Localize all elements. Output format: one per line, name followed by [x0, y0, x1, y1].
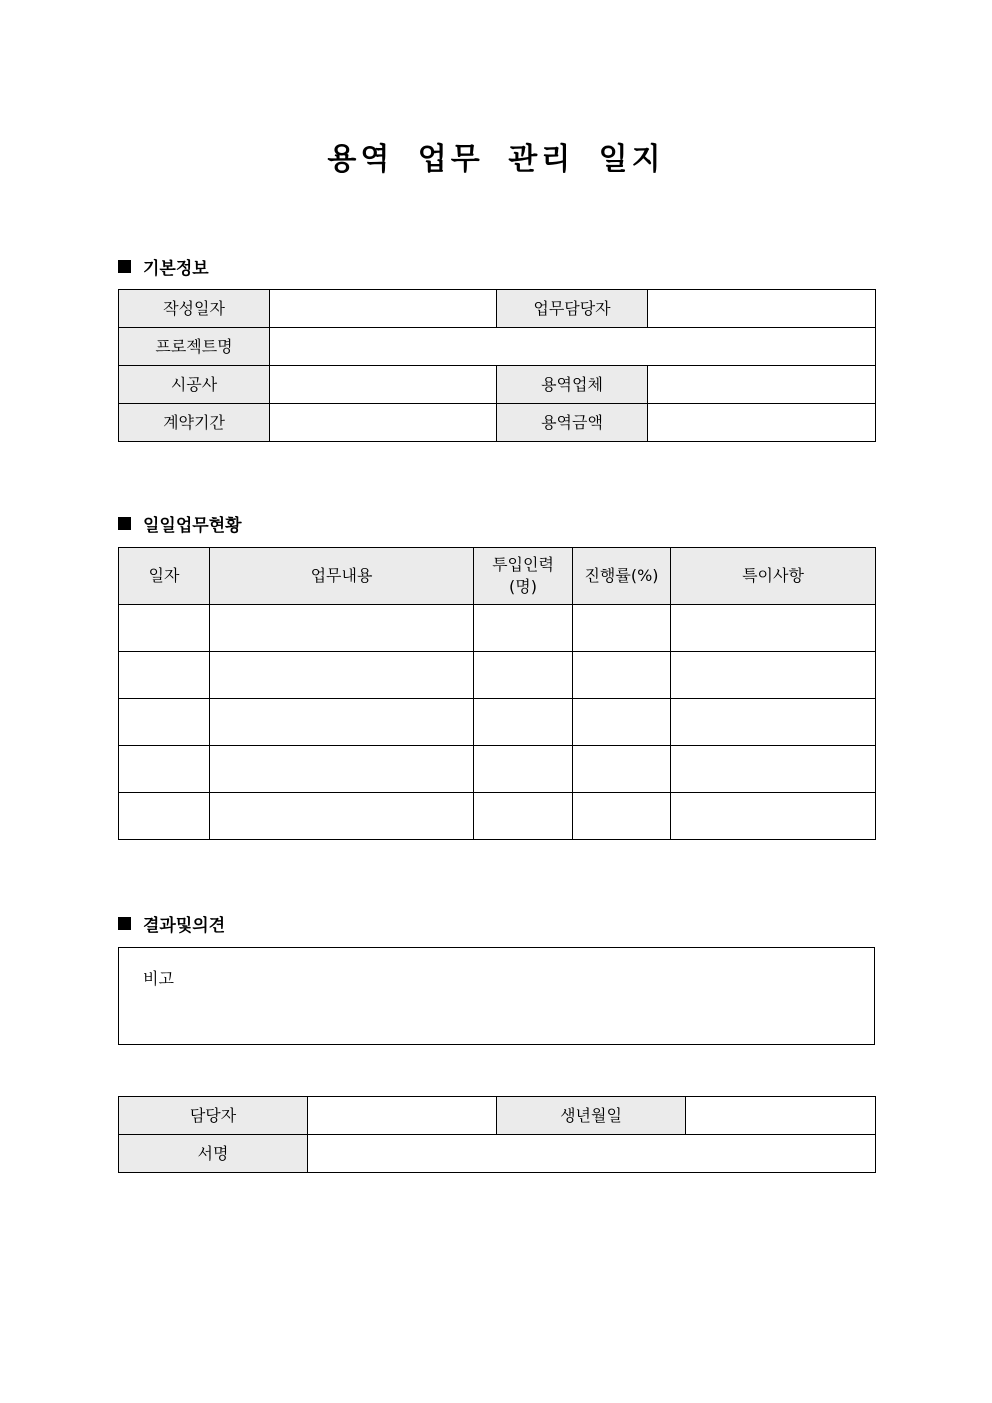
person-field[interactable] [308, 1097, 497, 1135]
section-basic-info [118, 254, 209, 279]
table-row [119, 605, 876, 652]
section-results [118, 911, 225, 936]
header-work-content: 업무내용 [210, 548, 474, 605]
header-remarks: 특이사항 [671, 548, 876, 605]
basic-info-table [118, 289, 876, 442]
manager-field[interactable] [648, 290, 876, 328]
row-date-cell[interactable] [119, 652, 210, 699]
project-field[interactable] [270, 328, 876, 366]
section-daily-status-label: 일일업무현황 [143, 516, 242, 536]
amount-label: 용역금액 [497, 404, 648, 442]
row-manpower-cell[interactable] [474, 605, 573, 652]
row-manpower-cell[interactable] [474, 746, 573, 793]
birth-label: 생년월일 [497, 1097, 686, 1135]
contractor-field[interactable] [648, 366, 876, 404]
row-manpower-cell[interactable] [474, 652, 573, 699]
row-work-cell[interactable] [210, 793, 474, 840]
row-date-cell[interactable] [119, 793, 210, 840]
row-remarks-cell[interactable] [671, 652, 876, 699]
manager-label: 업무담당자 [497, 290, 648, 328]
period-field[interactable] [270, 404, 497, 442]
row-remarks-cell[interactable] [671, 699, 876, 746]
builder-label: 시공사 [119, 366, 270, 404]
person-label: 담당자 [119, 1097, 308, 1135]
section-daily-status [118, 511, 242, 536]
row-work-cell[interactable] [210, 605, 474, 652]
amount-field[interactable] [648, 404, 876, 442]
row-remarks-cell[interactable] [671, 793, 876, 840]
project-label: 프로젝트명 [119, 328, 270, 366]
row-date-cell[interactable] [119, 699, 210, 746]
row-progress-cell[interactable] [573, 746, 671, 793]
table-row [119, 652, 876, 699]
row-work-cell[interactable] [210, 652, 474, 699]
builder-field[interactable] [270, 366, 497, 404]
square-bullet-icon [118, 517, 131, 530]
period-label: 계약기간 [119, 404, 270, 442]
daily-work-table [118, 547, 876, 840]
row-progress-cell[interactable] [573, 652, 671, 699]
row-progress-cell[interactable] [573, 793, 671, 840]
section-results-label: 결과및의견 [143, 916, 226, 936]
row-manpower-cell[interactable] [474, 793, 573, 840]
row-date-cell[interactable] [119, 605, 210, 652]
sign-label: 서명 [119, 1135, 308, 1173]
table-row [119, 746, 876, 793]
sign-field[interactable] [308, 1135, 876, 1173]
birth-field[interactable] [686, 1097, 876, 1135]
header-date: 일자 [119, 548, 210, 605]
row-date-cell[interactable] [119, 746, 210, 793]
square-bullet-icon [118, 260, 131, 273]
section-basic-info-label: 기본정보 [143, 259, 209, 279]
table-row [119, 699, 876, 746]
date-label: 작성일자 [119, 290, 270, 328]
row-remarks-cell[interactable] [671, 746, 876, 793]
header-manpower: 투입인력(명) [474, 548, 573, 605]
date-field[interactable] [270, 290, 497, 328]
row-progress-cell[interactable] [573, 699, 671, 746]
row-work-cell[interactable] [210, 746, 474, 793]
signature-table [118, 1096, 876, 1173]
row-remarks-cell[interactable] [671, 605, 876, 652]
document-title: 용역 업무 관리 일지 [327, 142, 665, 177]
square-bullet-icon [118, 917, 131, 930]
row-work-cell[interactable] [210, 699, 474, 746]
row-progress-cell[interactable] [573, 605, 671, 652]
results-text-box[interactable]: 비고 [119, 948, 875, 1045]
table-row [119, 793, 876, 840]
header-progress: 진행률(%) [573, 548, 671, 605]
results-table [118, 947, 875, 1045]
row-manpower-cell[interactable] [474, 699, 573, 746]
contractor-label: 용역업체 [497, 366, 648, 404]
